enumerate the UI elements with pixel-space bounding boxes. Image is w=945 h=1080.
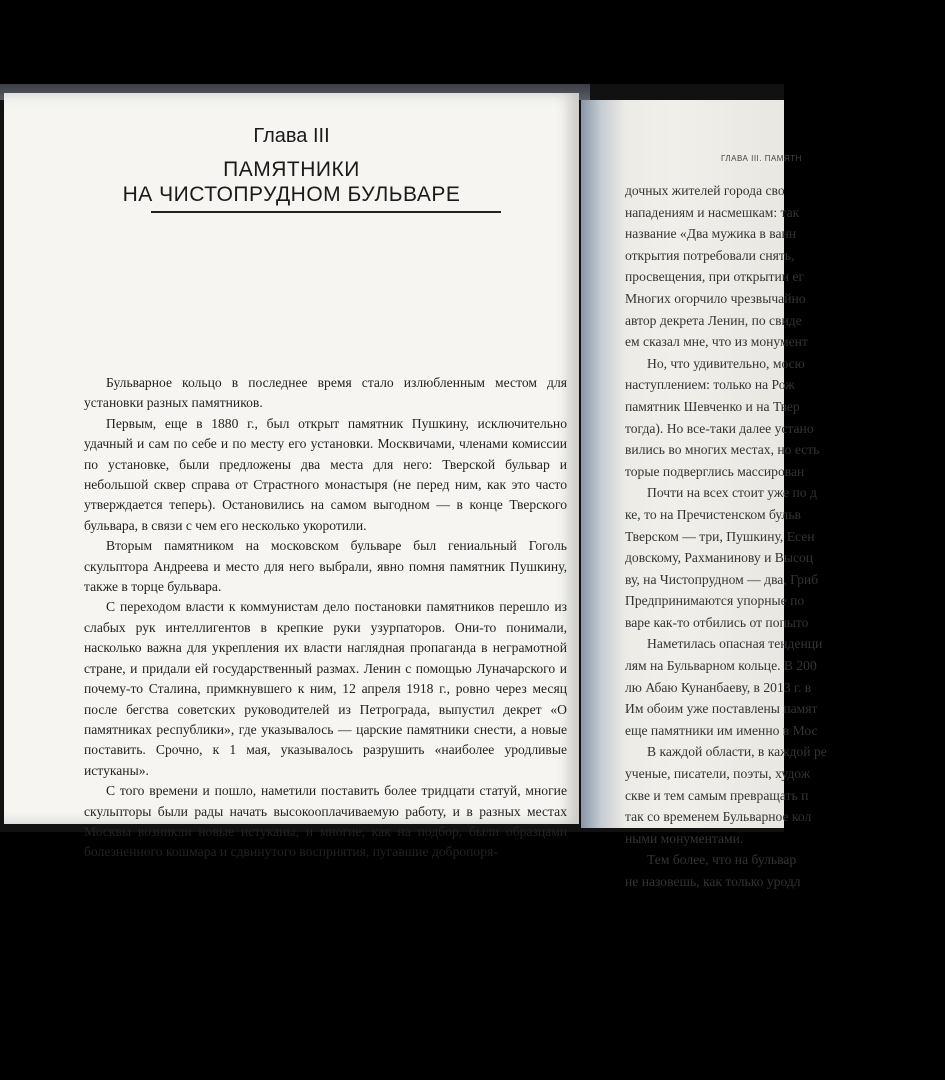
right-page-line: Тем более, что на бульвар (647, 852, 797, 868)
right-page-line: так со временем Бульварное кол (625, 809, 812, 825)
right-page (581, 100, 827, 889)
right-page-line: еще памятники им именно в Мос (625, 722, 818, 738)
right-page-text (625, 180, 945, 893)
right-page-line: Наметилась опасная тенденци (647, 636, 823, 652)
running-header: ГЛАВА III. ПАМЯТН (721, 154, 802, 163)
right-page-line: ем сказал мне, что из монумент (625, 334, 808, 350)
right-page-line: В каждой области, в каждой ре (647, 744, 827, 760)
right-page-line: Почти на всех стоит уже по д (647, 485, 817, 501)
paragraph-4: С переходом власти к коммунистам дело постановки памятников перешло из слабых рук интеллигентов в крепкие руки узурпаторов. Они-то понимали, насколько важна для укрепления их власти наглядная пропаганда в неграмотной стране, и придали ей государственный размах. Ленин с помощью Луначарского и почему-то Сталина, примкнувшего к ним, 12 апреля 1918 г., ровно через месяц после бегства советских руководителей из Петрограда, выпустил декрет «О памятниках республики», где указывалось — царские памятники снести, а новые поставить. Срочно, к 1 мая, указывалось разрушить «наиболее уродливые истуканы». (84, 599, 567, 778)
left-page (4, 93, 579, 860)
right-page-line: автор декрета Ленин, по свиде (625, 312, 802, 328)
chapter-body (84, 373, 567, 863)
right-page-line: название «Два мужика в ванн (625, 226, 797, 242)
right-page-line: ву, на Чистопрудном — два, Гриб (625, 571, 819, 587)
chapter-number: Глава III (253, 125, 330, 147)
right-page-line: Многих огорчило чрезвычайно (625, 290, 806, 306)
right-page-line: тогда). Но все-таки далее устано (625, 420, 814, 436)
chapter-title (4, 157, 579, 207)
right-page-line: просвещения, при открытии ег (625, 269, 805, 285)
right-page-line: вились во многих местах, но есть (625, 442, 820, 458)
right-page-line: памятник Шевченко и на Твер (625, 398, 800, 414)
right-page-line: Им обоим уже поставлены памят (625, 701, 818, 717)
right-page-line: нападениям и насмешкам: так (625, 204, 800, 220)
right-page-line: наступлением: только на Рож (625, 377, 795, 393)
right-page-line: дочных жителей города сво (625, 183, 785, 198)
chapter-title-line-1: ПАМЯТНИКИ (223, 158, 360, 181)
paragraph-3: Вторым памятником на московском бульваре был гениальный Гоголь скульптора Андреева и место для него выбрали, явно помня памятник Пушкину, также в торце бульвара. (84, 538, 567, 595)
paragraph-2: Первым, еще в 1880 г., был открыт памятник Пушкину, исключительно удачный и сам по себе и по месту его установки. Москвичами, членами комиссии по установке, были предложены два места для него: Тверской бульвар и небольшой сквер справа от Страстного монастыря (не перед ним, как это часто утверждается теперь). Остановились на самом выгодном — в конце Тверского бульвара, в связи с чем его несколько укоротили. (84, 415, 567, 533)
chapter-title-line-2: НА ЧИСТОПРУДНОМ БУЛЬВАРЕ (122, 183, 461, 206)
right-page-line: ученые, писатели, поэты, худож (625, 766, 811, 782)
right-page-line: лям на Бульварном кольце. В 200 (625, 658, 817, 674)
right-page-line: не назовешь, как только уродл (625, 874, 801, 889)
right-page-line: ными монументами. (625, 830, 744, 846)
paragraph-5: С того времени и пошло, наметили поставить более тридцати статуй, многие скульпторы были рады начать высокооплачиваемую работу, и в разных местах Москвы возникли новые истуканы, и многие, как на подбор, были образцами болезненного кошмара и сдвинутого восприятия, пугавшие добропоря- (84, 783, 567, 860)
right-page-line: торые подверглись массирован (625, 463, 805, 479)
right-page-line: довскому, Рахманинову и Высоц (625, 550, 814, 566)
right-page-line: открытия потребовали снять, (625, 247, 795, 263)
right-page-line: варе как-то отбились от попыто (625, 614, 809, 630)
right-page-line: скве и тем самым превращать п (625, 787, 809, 803)
right-page-line: Но, что удивительно, мосю (647, 355, 805, 371)
right-page-line: лю Абаю Кунанбаеву, в 2013 г. в (625, 679, 812, 695)
right-page-line: Тверском — три, Пушкину, Есен (625, 528, 815, 544)
paragraph-1: Бульварное кольцо в последнее время стало излюбленным местом для установки разных памятников. (84, 375, 567, 411)
right-page-line: ке, то на Пречистенском бульв (625, 506, 801, 522)
title-underline (151, 211, 501, 213)
right-page-line: Предпринимаются упорные по (625, 593, 805, 609)
